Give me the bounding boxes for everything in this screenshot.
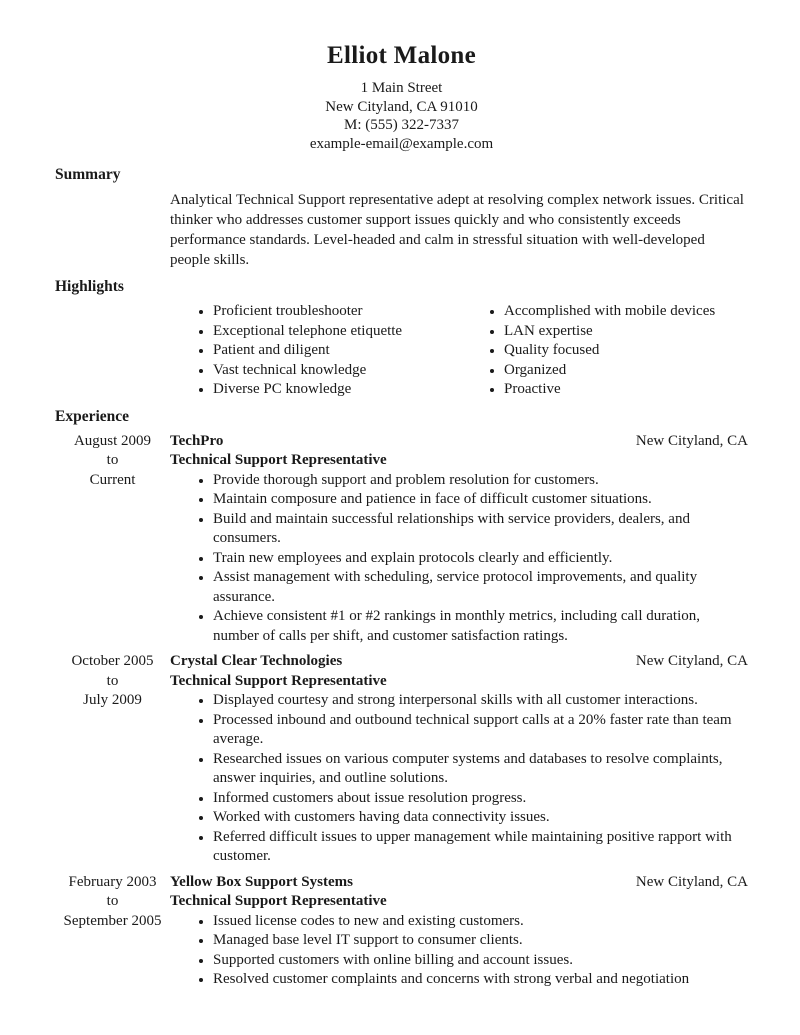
job-body [170, 652, 748, 867]
job-bullet: • Achieve consistent #1 or #2 rankings in monthly metrics, including call duration, number of calls per shift, and customer satisfaction ratings. [213, 607, 748, 646]
summary-text: Analytical Technical Support representative adept at resolving complex network issues. Critical thinker who addresses customer support issues quickly and who consistently exceeds performance standards. Level-headed and calm in stressful situation with well-developed people skills. [170, 192, 744, 268]
person-name: Elliot Malone [326, 42, 477, 69]
highlights-heading: Highlights [55, 278, 124, 295]
job-bullet: • Referred difficult issues to upper management while maintaining positive rapport with customer. [213, 828, 748, 867]
job-bullets [170, 912, 748, 990]
job-header-row [170, 432, 748, 452]
highlight-item: • Vast technical knowledge [213, 361, 461, 381]
job-dates [55, 873, 170, 990]
job-bullet: • Provide thorough support and problem resolution for customers. [213, 471, 748, 491]
summary-section [55, 166, 748, 270]
job-bullet: • Displayed courtesy and strong interpersonal skills with all customer interactions. [213, 691, 748, 711]
job-date-start: February 2003 [68, 873, 157, 890]
job-bullet: • Train new employees and explain protocols clearly and efficiently. [213, 549, 748, 569]
job-location: New Cityland, CA [635, 873, 748, 890]
resume-header [55, 42, 748, 153]
job-bullet: • Maintain composure and patience in face of difficult customer situations. [213, 490, 748, 510]
job-bullet: • Informed customers about issue resolution progress. [213, 789, 748, 809]
job-bullet: • Build and maintain successful relationships with service providers, dealers, and consumers. [213, 510, 748, 549]
job-date-separator: to [106, 672, 119, 689]
highlight-item: • Accomplished with mobile devices [504, 302, 748, 322]
job-bullet: • Issued license codes to new and existing customers. [213, 912, 748, 932]
highlights-list [170, 302, 748, 400]
highlight-item: • Organized [504, 361, 748, 381]
highlight-item: • LAN expertise [504, 322, 748, 342]
job-bullet: • Resolved customer complaints and concerns with strong verbal and negotiation [213, 970, 748, 990]
company-name: TechPro [170, 432, 224, 449]
job-bullet: • Researched issues on various computer systems and databases to resolve complaints, answer inquiries, and outline solutions. [213, 750, 748, 789]
job-bullet: • Worked with customers having data connectivity issues. [213, 808, 748, 828]
highlight-item: • Quality focused [504, 341, 748, 361]
summary-heading: Summary [55, 166, 121, 183]
job-date-end: September 2005 [63, 912, 162, 929]
email-line: example-email@example.com [309, 135, 494, 152]
highlight-item: • Proactive [504, 380, 748, 400]
job-location: New Cityland, CA [635, 653, 748, 669]
job-entry [55, 652, 748, 867]
job-bullet: • Processed inbound and outbound technical support calls at a 20% faster rate than team average. [213, 711, 748, 750]
experience-section [55, 408, 748, 996]
job-bullet: • Managed base level IT support to consumer clients. [213, 931, 748, 951]
highlight-item: • Patient and diligent [213, 341, 461, 361]
highlight-item: • Diverse PC knowledge [213, 380, 461, 400]
city-state-zip-line: New Cityland, CA 91010 [325, 98, 478, 115]
company-name: Yellow Box Support Systems [170, 873, 353, 890]
job-bullets [170, 691, 748, 867]
job-header-row [170, 652, 748, 672]
phone-line: M: (555) 322-7337 [344, 117, 459, 133]
job-date-start: August 2009 [73, 432, 152, 449]
job-header-row [170, 873, 748, 893]
highlights-section [55, 278, 748, 400]
job-bullets [170, 471, 748, 647]
job-title: Technical Support Representative [170, 452, 387, 468]
job-dates [55, 432, 170, 647]
job-title: Technical Support Representative [170, 893, 387, 909]
experience-heading: Experience [55, 407, 130, 425]
job-title: Technical Support Representative [170, 672, 387, 689]
jobs-list [55, 432, 748, 996]
company-name: Crystal Clear Technologies [170, 653, 343, 669]
job-date-end: Current [89, 471, 136, 488]
highlights-column-1 [170, 302, 461, 400]
job-body [170, 873, 748, 990]
job-bullet: • Supported customers with online billing and account issues. [213, 951, 748, 971]
job-entry [55, 432, 748, 647]
address-line: 1 Main Street [360, 80, 443, 96]
job-body [170, 432, 748, 647]
highlight-item: • Proficient troubleshooter [213, 302, 461, 322]
job-date-separator: to [106, 452, 119, 468]
job-date-start: October 2005 [71, 653, 154, 669]
job-entry [55, 873, 748, 990]
job-date-end: July 2009 [83, 692, 142, 708]
highlight-item: • Exceptional telephone etiquette [213, 322, 461, 342]
job-location: New Cityland, CA [635, 432, 748, 449]
job-dates [55, 652, 170, 867]
job-date-separator: to [106, 893, 119, 909]
job-bullet: • Assist management with scheduling, service protocol improvements, and quality assurance. [213, 568, 748, 607]
highlights-column-2 [461, 302, 748, 400]
